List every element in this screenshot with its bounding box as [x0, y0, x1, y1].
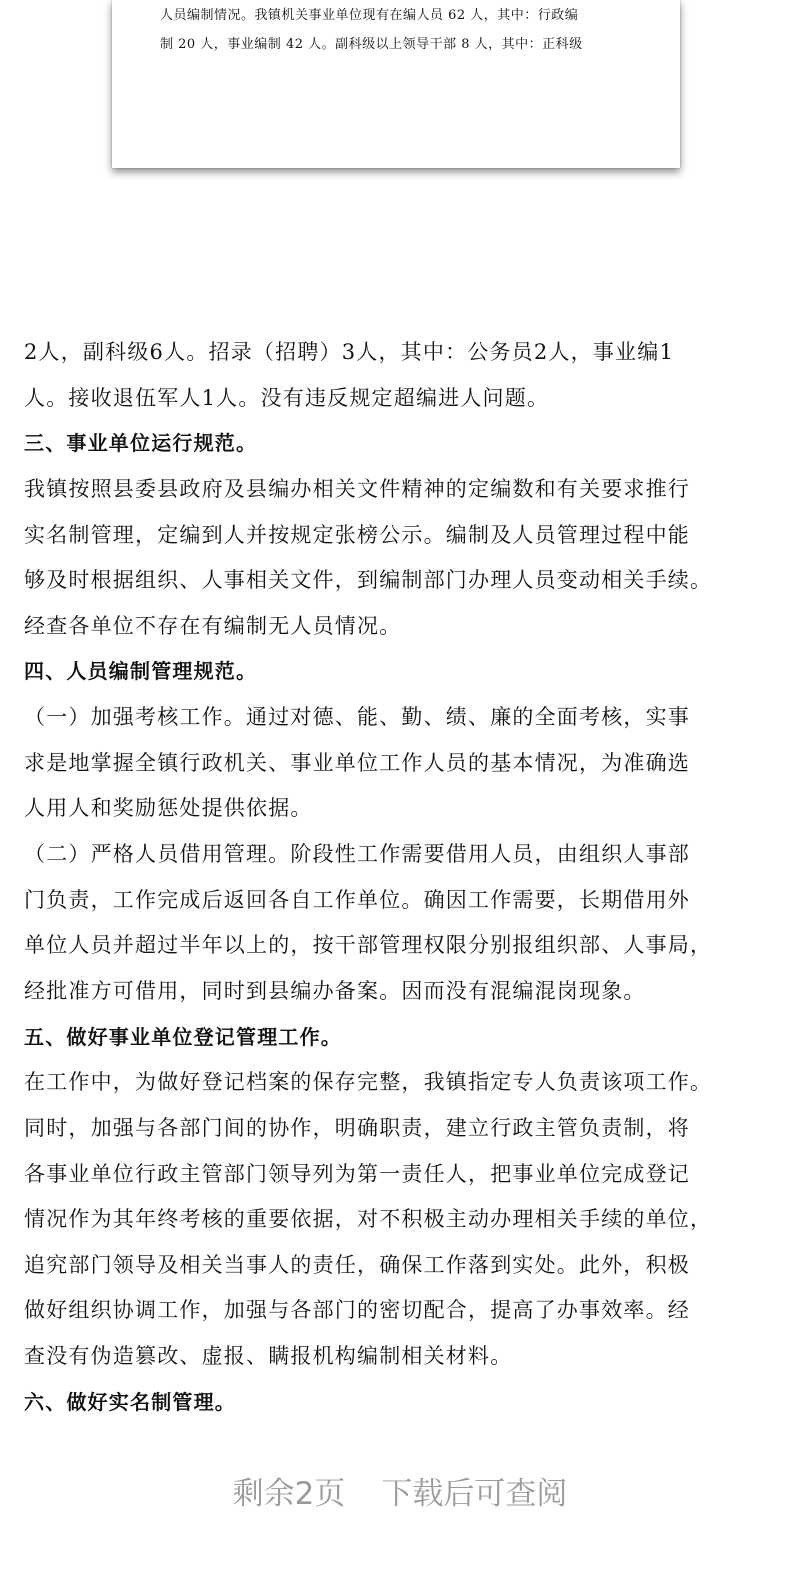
- paragraph-line: 求是地掌握全镇行政机关、事业单位工作人员的基本情况，为准确选: [24, 750, 690, 775]
- paragraph-line: 人用人和奖励惩处提供依据。: [24, 796, 313, 821]
- paragraph-line: 追究部门领导及相关当事人的责任，确保工作落到实处。此外，积极: [24, 1252, 690, 1277]
- paragraph-line: 经查各单位不存在有编制无人员情况。: [24, 613, 402, 638]
- download-hint-label[interactable]: 下载后可查阅: [381, 1476, 568, 1512]
- paragraph-line: （二）严格人员借用管理。阶段性工作需要借用人员，由组织人事部: [24, 842, 690, 867]
- section-heading: 四、人员编制管理规范。: [24, 659, 258, 684]
- section-heading: 三、事业单位运行规范。: [24, 431, 258, 456]
- paragraph-line: 门负责，工作完成后返回各自工作单位。确因工作需要，长期借用外: [24, 887, 690, 912]
- paragraph-line: 实名制管理，定编到人并按规定张榜公示。编制及人员管理过程中能: [24, 522, 690, 547]
- paragraph-line: 在工作中，为做好登记档案的保存完整，我镇指定专人负责该项工作。: [24, 1070, 713, 1095]
- paragraph-line: 同时，加强与各部门间的协作，明确职责，建立行政主管负责制，将: [24, 1115, 690, 1140]
- paragraph-line: 够及时根据组织、人事相关文件，到编制部门办理人员变动相关手续。: [24, 568, 713, 593]
- preview-line: 制 20 人，事业编制 42 人。副科级以上领导干部 8 人，其中：正科级: [160, 37, 583, 52]
- section-heading: 六、做好实名制管理。: [24, 1389, 236, 1414]
- paragraph-line: （一）加强考核工作。通过对德、能、勤、绩、廉的全面考核，实事: [24, 705, 690, 730]
- paragraph-line: 查没有伪造篡改、虚报、瞒报机构编制相关材料。: [24, 1344, 513, 1369]
- preview-line: 人员编制情况。我镇机关事业单位现有在编人员 62 人，其中：行政编: [160, 8, 579, 23]
- section-heading: 五、做好事业单位登记管理工作。: [24, 1024, 342, 1049]
- document-body: [24, 330, 794, 1425]
- paragraph-line: 人。接收退伍军人1人。没有违反规定超编进人问题。: [24, 385, 550, 410]
- page-preview-card: [112, 0, 680, 168]
- paragraph-line: 情况作为其年终考核的重要依据，对不积极主动办理相关手续的单位，: [24, 1207, 713, 1232]
- paragraph-line: 单位人员并超过半年以上的，按干部管理权限分别报组织部、人事局，: [24, 933, 713, 958]
- paragraph-line: 各事业单位行政主管部门领导列为第一责任人，把事业单位完成登记: [24, 1161, 690, 1186]
- download-prompt[interactable]: [0, 1468, 800, 1513]
- paragraph-line: 2人，副科级6人。招录（招聘）3人，其中：公务员2人，事业编1: [24, 340, 675, 364]
- remaining-pages-label[interactable]: 剩余2页: [232, 1476, 346, 1512]
- paragraph-line: 我镇按照县委县政府及县编办相关文件精神的定编数和有关要求推行: [24, 476, 690, 501]
- paragraph-line: 经批准方可借用，同时到县编办备案。因而没有混编混岗现象。: [24, 978, 646, 1003]
- paragraph-line: 做好组织协调工作，加强与各部门的密切配合，提高了办事效率。经: [24, 1298, 690, 1323]
